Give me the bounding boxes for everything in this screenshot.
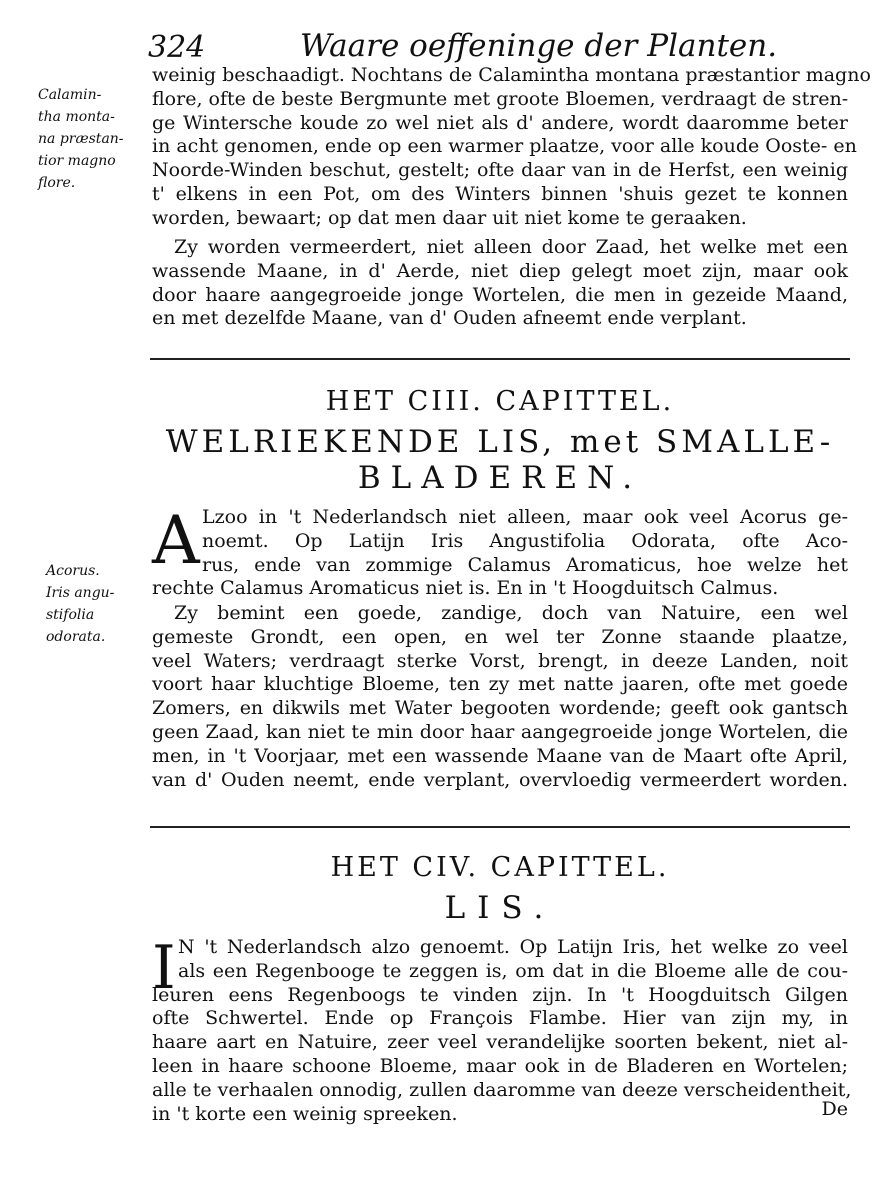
text-line: rus, ende van zommige Calamus Aromaticus, hoe welze het [202,553,848,576]
section-divider [150,358,850,360]
text-line: Noorde-Winden beschut, gestelt; ofte daar van in de Herfst, een weinig [152,159,848,182]
chapter-103-paragraph-2 [152,602,848,792]
margin-note-line: stifolia [46,607,95,623]
text-line: geen Zaad, kan niet te min door haar aangegroeide jonge Wortelen, die [152,720,848,743]
text-line: ofte Schwertel. Ende op François Flambe. Hier van zijn my, in [152,1007,848,1030]
drop-cap-initial: A [152,502,200,579]
margin-note-acorus [46,560,114,648]
text-line: gemeste Grondt, een open, en wel ter Zonne staande plaatze, [152,625,848,648]
text-line: worden, bewaart; op dat men daar uit niet kome te geraaken. [152,206,747,229]
text-line: Zy worden vermeerdert, niet alleen door Zaad, het welke met een [174,236,848,258]
chapter-103-heading-line-1: WELRIEKENDE LIS, met SMALLE- [165,424,835,460]
chapter-104-title: HET CIV. CAPITTEL. [330,852,670,883]
margin-note-calamintha [38,84,124,194]
text-line: en met dezelfde Maane, van d' Ouden afneemt ende verplant. [152,307,747,330]
text-line: rechte Calamus Aromaticus niet is. En in 't Hoogduitsch Calmus. [152,577,779,600]
text-line: als een Regenbooge te zeggen is, om dat in die Bloeme alle de cou- [178,959,848,982]
text-line: N 't Nederlandsch alzo genoemt. Op Latijn Iris, het welke zo veel [178,936,848,958]
text-line: leen in haare schoone Bloeme, maar ook in de Bladeren en Wortelen; [152,1054,848,1077]
chapter-104-paragraph-1 [152,933,852,1126]
chapter-103-heading-line-2: BLADEREN. [357,460,643,496]
text-line: Zy bemint een goede, zandige, doch van Natuire, een wel [174,602,848,624]
text-line: alle te verhaalen onnodig, zullen daaromme van deeze verscheidentheit, [152,1078,852,1101]
margin-note-line: Acorus. [46,563,100,579]
margin-note-line: flore. [38,175,76,191]
text-line: ge Wintersche koude zo wel niet als d' andere, wordt daaromme beter [152,111,848,134]
margin-note-line: tior magno [38,153,116,169]
text-line: Lzoo in 't Nederlandsch niet alleen, maar ook veel Acorus ge- [202,506,848,528]
text-line: men, in 't Voorjaar, met een wassende Maane van de Maart ofte April, [152,744,848,767]
text-line: noemt. Op Latijn Iris Angustifolia Odorata, ofte Aco- [202,529,848,552]
page-header [148,28,848,68]
text-line: veel Waters; verdraagt sterke Vorst, brengt, in deeze Landen, noit [152,649,848,672]
section1-paragraph [152,64,871,231]
text-line: voort haar kluchtige Bloeme, ten zy met natte jaaren, ofte met goede [152,673,848,696]
chapter-103-paragraph-1 [152,502,848,601]
catchword: De [821,1098,848,1120]
chapter-104-heading: LIS. [444,890,556,926]
text-line: in 't korte een weinig spreeken. [152,1102,458,1125]
margin-note-line: Calamin- [38,87,102,103]
running-title: Waare oeffeninge der Planten. [300,28,778,64]
text-line: weinig beschaadigt. Nochtans de Calamintha montana præstantior magno [152,64,871,86]
page-number: 324 [148,30,206,65]
margin-note-line: na præstan- [38,131,124,147]
text-line: leuren eens Regenboogs te vinden zijn. In 't Hoogduitsch Gilgen [152,983,848,1006]
text-line: flore, ofte de beste Bergmunte met groote Bloemen, verdraagt de stren- [152,87,849,110]
text-line: haare aart en Natuire, zeer veel verandelijke soorten bekent, niet al- [152,1031,848,1054]
drop-cap-initial: I [152,933,176,1003]
text-line: wassende Maane, in d' Aerde, niet diep gelegt moet zijn, maar ook [152,259,848,282]
chapter-103-title: HET CIII. CAPITTEL. [325,386,675,417]
section-divider [150,826,850,828]
text-line: t' elkens in een Pot, om des Winters binnen 'shuis gezet te konnen [152,182,848,205]
margin-note-line: tha monta- [38,109,115,125]
text-line: door haare aangegroeide jonge Wortelen, die men in gezeide Maand, [152,283,848,306]
margin-note-line: odorata. [46,629,106,645]
section1-paragraph-2 [152,236,848,331]
text-line: in acht genomen, ende op een warmer plaatze, voor alle koude Ooste- en [152,135,857,158]
text-line: Zomers, en dikwils met Water begooten wordende; geeft ook gantsch [152,697,848,720]
text-line: van d' Ouden neemt, ende verplant, overvloedig vermeerdert worden. [152,768,848,791]
margin-note-line: Iris angu- [46,585,115,601]
